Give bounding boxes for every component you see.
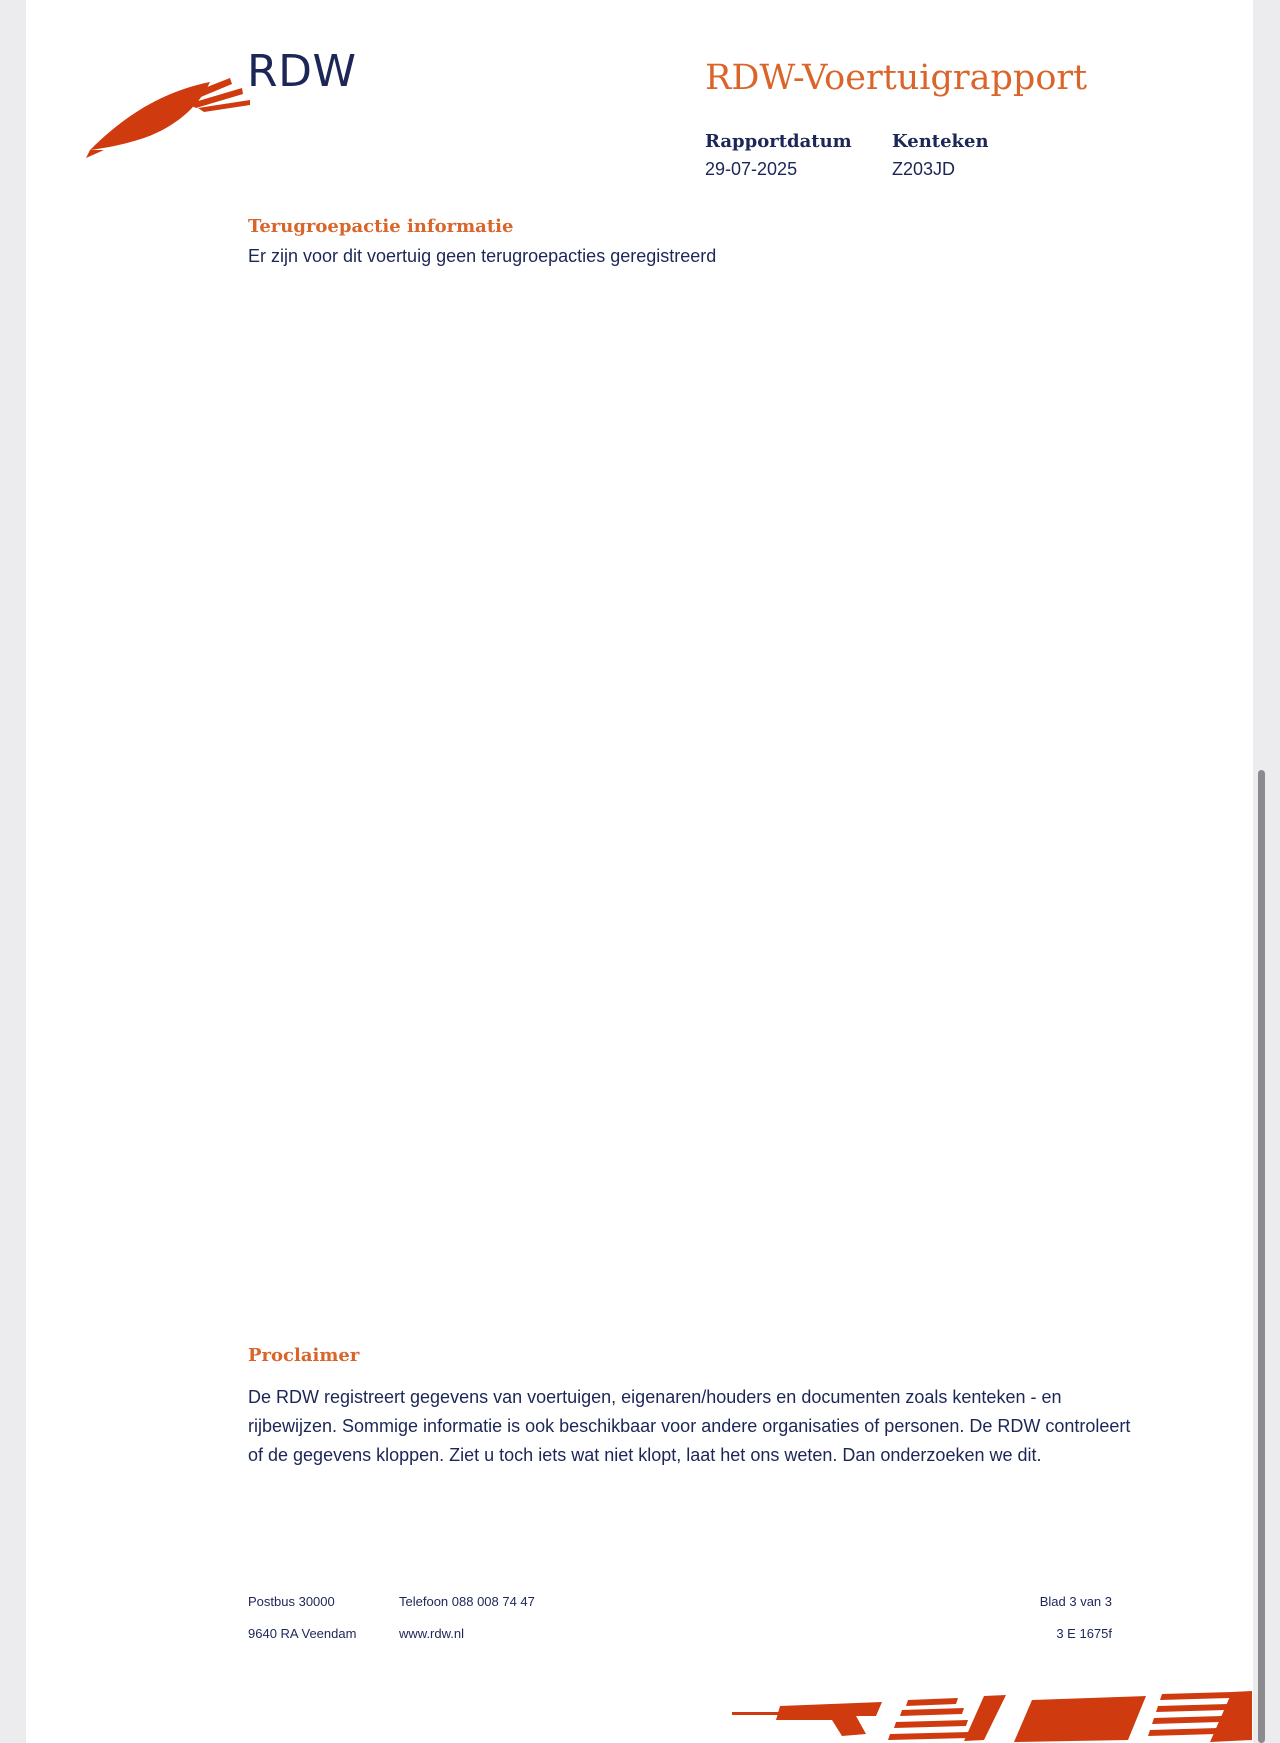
- plate-value: Z203JD: [892, 159, 956, 179]
- brand-name: RDW: [247, 46, 357, 97]
- recall-heading: Terugroepactie informatie: [248, 216, 514, 237]
- footer-document-code: 3 E 1675f: [1056, 1626, 1112, 1641]
- rdw-speed-stripes-icon: [732, 1690, 1252, 1743]
- report-page: [26, 0, 1253, 1743]
- proclaimer-heading: Proclaimer: [248, 1345, 360, 1366]
- footer-website: www.rdw.nl: [399, 1626, 465, 1641]
- report-date-value: 29-07-2025: [705, 159, 798, 179]
- rdw-feather-logo-icon: [82, 74, 254, 158]
- recall-text: Er zijn voor dit voertuig geen terugroepacties geregistreerd: [248, 246, 717, 266]
- plate-label: Kenteken: [892, 131, 989, 152]
- vertical-scrollbar[interactable]: [1258, 770, 1265, 1743]
- proclaimer-text: De RDW registreert gegevens van voertuigen, eigenaren/houders en documenten zoals kenteken - en rijbewijzen. Sommige informatie is ook beschikbaar voor andere organisaties of personen. De RDW controleert of de gegevens kloppen. Ziet u toch iets wat niet klopt, laat het ons weten. Dan onderzoeken we dit.: [248, 1387, 1131, 1465]
- report-title: RDW-Voertuigrapport: [705, 58, 1088, 98]
- footer-page-number: Blad 3 van 3: [1039, 1594, 1112, 1609]
- footer-phone: Telefoon 088 008 74 47: [399, 1594, 535, 1609]
- footer-city: 9640 RA Veendam: [248, 1626, 357, 1641]
- footer-postbus: Postbus 30000: [248, 1594, 335, 1609]
- report-date-label: Rapportdatum: [705, 131, 852, 152]
